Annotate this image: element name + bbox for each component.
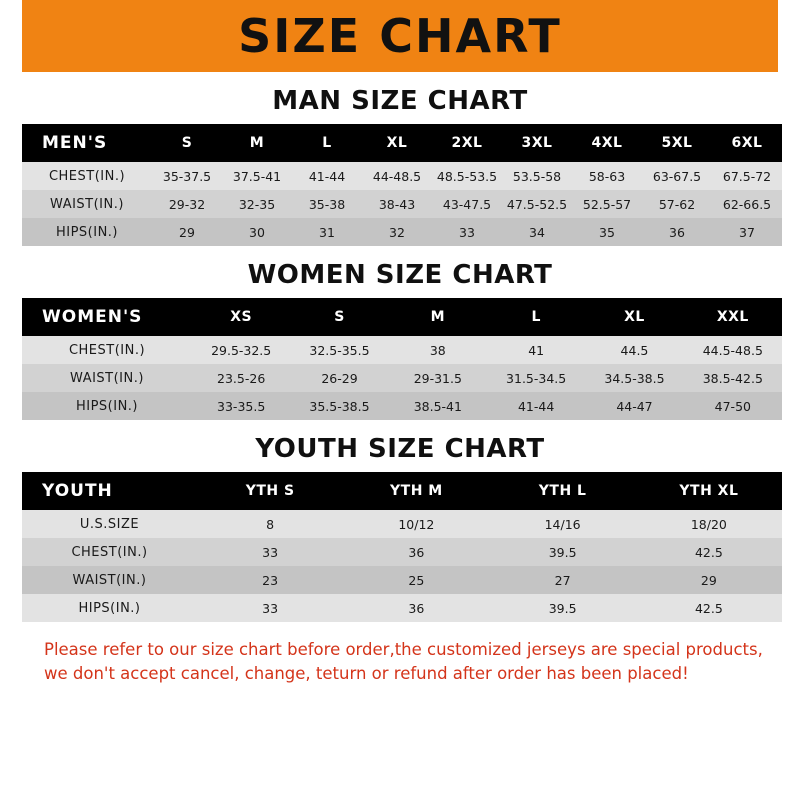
women-header-cell-3: M (389, 298, 487, 336)
youth-header-cell-4: YTH XL (636, 472, 782, 510)
men-size-table (22, 124, 782, 246)
women-header-cell-1: XS (192, 298, 290, 336)
women-cell-0-1: 32.5-35.5 (290, 336, 388, 364)
women-cell-2-1: 35.5-38.5 (290, 392, 388, 420)
women-cell-0-3: 41 (487, 336, 585, 364)
footnote (44, 638, 763, 686)
youth-header-cell-0: YOUTH (22, 472, 197, 510)
men-cell-0-2: 41-44 (292, 162, 362, 190)
header-right-gap (778, 0, 800, 72)
men-cell-0-0: 35-37.5 (152, 162, 222, 190)
table-row (22, 190, 782, 218)
youth-cell-0-3: 18/20 (636, 510, 782, 538)
youth-cell-3-2: 39.5 (490, 594, 636, 622)
men-header-cell-9: 6XL (712, 124, 782, 162)
women-cell-1-4: 34.5-38.5 (585, 364, 683, 392)
table-header-row (22, 472, 782, 510)
men-cell-2-8: 37 (712, 218, 782, 246)
men-cell-0-5: 53.5-58 (502, 162, 572, 190)
youth-cell-1-2: 39.5 (490, 538, 636, 566)
men-row-label-2: HIPS(IN.) (22, 218, 152, 246)
youth-table-head (22, 472, 782, 510)
youth-header-cell-3: YTH L (490, 472, 636, 510)
women-table-body (22, 336, 782, 420)
women-cell-1-5: 38.5-42.5 (684, 364, 782, 392)
youth-row-label-2: WAIST(IN.) (22, 566, 197, 594)
men-header-cell-0: MEN'S (22, 124, 152, 162)
footnote-line-2: we don't accept cancel, change, teturn or refund after order has been placed! (44, 663, 689, 683)
men-header-cell-1: S (152, 124, 222, 162)
women-cell-2-3: 41-44 (487, 392, 585, 420)
youth-cell-3-3: 42.5 (636, 594, 782, 622)
women-cell-0-5: 44.5-48.5 (684, 336, 782, 364)
youth-cell-3-1: 36 (343, 594, 489, 622)
youth-cell-1-3: 42.5 (636, 538, 782, 566)
men-header-cell-4: XL (362, 124, 432, 162)
men-cell-1-5: 47.5-52.5 (502, 190, 572, 218)
women-header-cell-0: WOMEN'S (22, 298, 192, 336)
women-cell-2-0: 33-35.5 (192, 392, 290, 420)
table-row (22, 538, 782, 566)
women-cell-2-5: 47-50 (684, 392, 782, 420)
men-header-cell-8: 5XL (642, 124, 712, 162)
men-header-cell-5: 2XL (432, 124, 502, 162)
table-header-row (22, 298, 782, 336)
men-cell-2-1: 30 (222, 218, 292, 246)
women-cell-2-4: 44-47 (585, 392, 683, 420)
header-band (0, 0, 800, 72)
youth-row-label-3: HIPS(IN.) (22, 594, 197, 622)
men-cell-0-3: 44-48.5 (362, 162, 432, 190)
women-cell-1-3: 31.5-34.5 (487, 364, 585, 392)
table-row (22, 566, 782, 594)
women-row-label-1: WAIST(IN.) (22, 364, 192, 392)
youth-cell-2-0: 23 (197, 566, 343, 594)
men-cell-1-1: 32-35 (222, 190, 292, 218)
table-header-row (22, 124, 782, 162)
youth-cell-2-1: 25 (343, 566, 489, 594)
table-row (22, 218, 782, 246)
table-row (22, 510, 782, 538)
section-men (22, 86, 778, 246)
women-cell-1-1: 26-29 (290, 364, 388, 392)
section-title-women: WOMEN SIZE CHART (247, 260, 553, 290)
men-cell-2-2: 31 (292, 218, 362, 246)
youth-cell-0-0: 8 (197, 510, 343, 538)
men-cell-1-2: 35-38 (292, 190, 362, 218)
youth-row-label-0: U.S.SIZE (22, 510, 197, 538)
men-header-cell-7: 4XL (572, 124, 642, 162)
men-table-head (22, 124, 782, 162)
men-cell-1-4: 43-47.5 (432, 190, 502, 218)
youth-header-cell-1: YTH S (197, 472, 343, 510)
women-cell-0-0: 29.5-32.5 (192, 336, 290, 364)
table-row (22, 364, 782, 392)
women-header-cell-6: XXL (684, 298, 782, 336)
youth-cell-3-0: 33 (197, 594, 343, 622)
table-row (22, 336, 782, 364)
men-cell-0-1: 37.5-41 (222, 162, 292, 190)
women-row-label-0: CHEST(IN.) (22, 336, 192, 364)
men-cell-1-3: 38-43 (362, 190, 432, 218)
men-cell-0-6: 58-63 (572, 162, 642, 190)
men-cell-2-3: 32 (362, 218, 432, 246)
men-cell-1-7: 57-62 (642, 190, 712, 218)
men-cell-2-4: 33 (432, 218, 502, 246)
men-header-cell-6: 3XL (502, 124, 572, 162)
section-title-men: MAN SIZE CHART (272, 86, 528, 116)
women-cell-0-2: 38 (389, 336, 487, 364)
men-header-cell-2: M (222, 124, 292, 162)
men-cell-2-7: 36 (642, 218, 712, 246)
youth-table-body (22, 510, 782, 622)
men-cell-2-5: 34 (502, 218, 572, 246)
men-table-body (22, 162, 782, 246)
page-title: SIZE CHART (238, 9, 562, 63)
women-header-cell-2: S (290, 298, 388, 336)
youth-cell-1-0: 33 (197, 538, 343, 566)
men-cell-0-8: 67.5-72 (712, 162, 782, 190)
youth-cell-2-2: 27 (490, 566, 636, 594)
footnote-line-1: Please refer to our size chart before order,the customized jerseys are special products, (44, 640, 763, 659)
women-cell-2-2: 38.5-41 (389, 392, 487, 420)
men-cell-1-6: 52.5-57 (572, 190, 642, 218)
men-row-label-0: CHEST(IN.) (22, 162, 152, 190)
men-cell-1-8: 62-66.5 (712, 190, 782, 218)
men-cell-2-0: 29 (152, 218, 222, 246)
youth-cell-0-1: 10/12 (343, 510, 489, 538)
youth-cell-2-3: 29 (636, 566, 782, 594)
women-cell-0-4: 44.5 (585, 336, 683, 364)
men-cell-0-7: 63-67.5 (642, 162, 712, 190)
women-cell-1-2: 29-31.5 (389, 364, 487, 392)
section-youth (22, 434, 778, 622)
women-table-head (22, 298, 782, 336)
women-header-cell-4: L (487, 298, 585, 336)
men-cell-1-0: 29-32 (152, 190, 222, 218)
table-row (22, 162, 782, 190)
section-title-youth: YOUTH SIZE CHART (255, 434, 545, 464)
table-row (22, 594, 782, 622)
section-women (22, 260, 778, 420)
youth-cell-1-1: 36 (343, 538, 489, 566)
youth-cell-0-2: 14/16 (490, 510, 636, 538)
content (0, 86, 800, 686)
header-left-gap (0, 0, 22, 72)
men-header-cell-3: L (292, 124, 362, 162)
men-cell-2-6: 35 (572, 218, 642, 246)
youth-size-table (22, 472, 782, 622)
men-cell-0-4: 48.5-53.5 (432, 162, 502, 190)
youth-row-label-1: CHEST(IN.) (22, 538, 197, 566)
table-row (22, 392, 782, 420)
youth-header-cell-2: YTH M (343, 472, 489, 510)
women-cell-1-0: 23.5-26 (192, 364, 290, 392)
women-size-table (22, 298, 782, 420)
men-row-label-1: WAIST(IN.) (22, 190, 152, 218)
women-row-label-2: HIPS(IN.) (22, 392, 192, 420)
women-header-cell-5: XL (585, 298, 683, 336)
